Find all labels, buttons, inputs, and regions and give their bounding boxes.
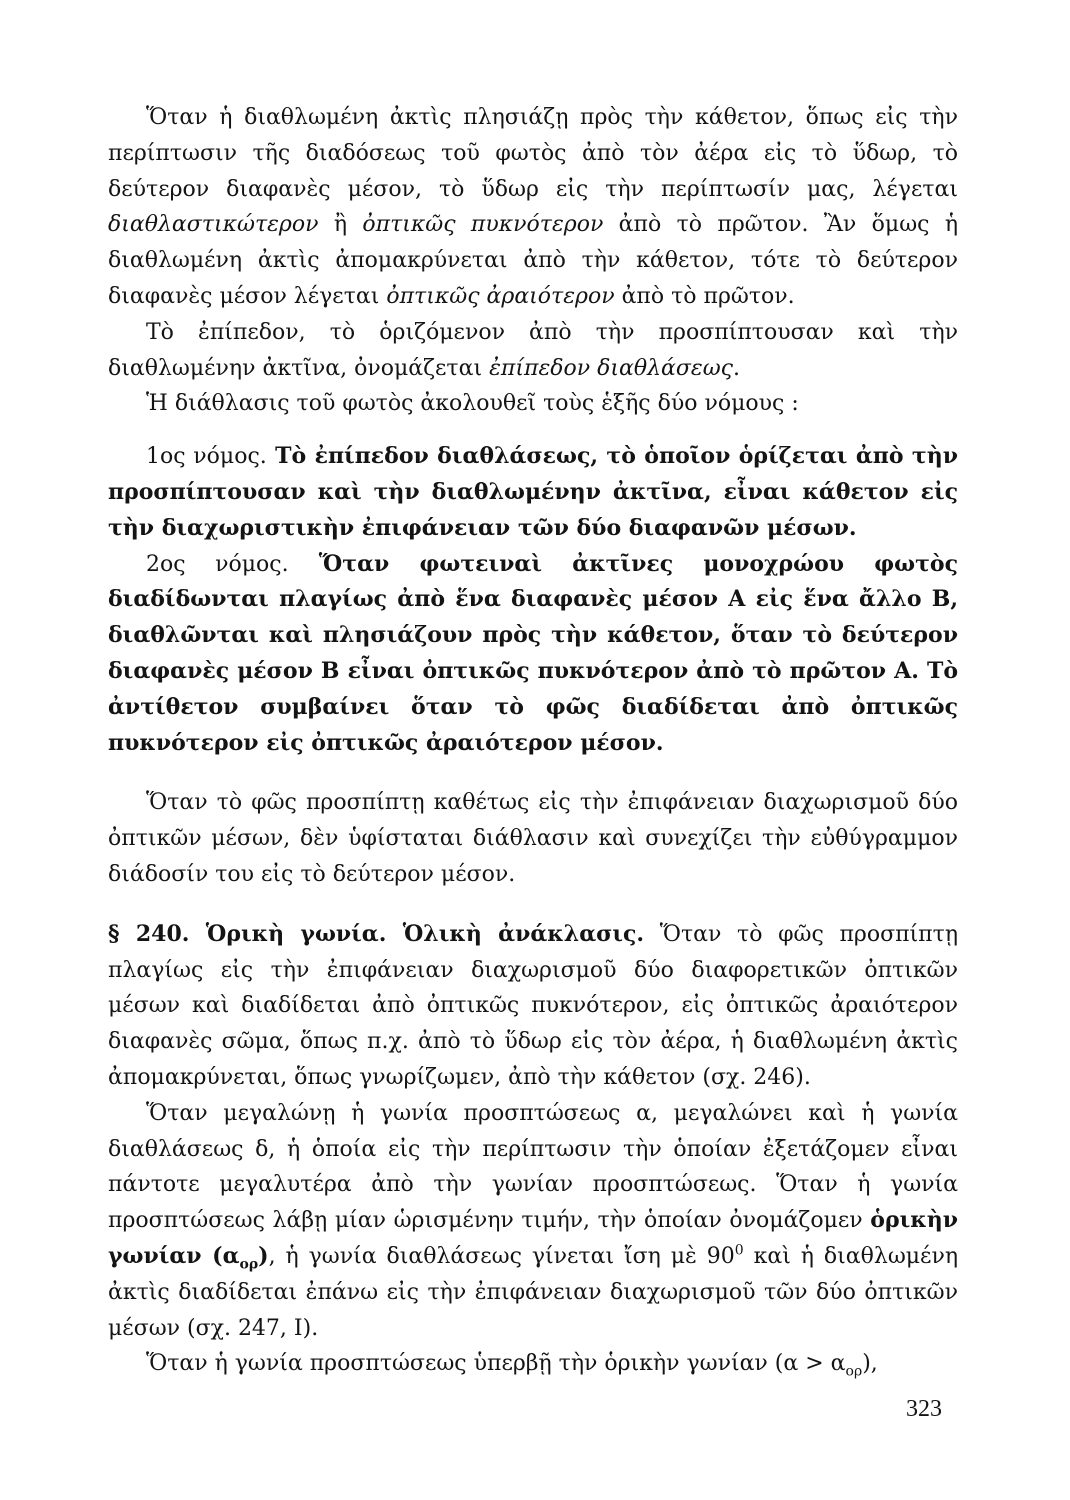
paragraph-critical-angle — [108, 1096, 958, 1347]
law-two-label: 2ος νόμος. — [146, 551, 289, 577]
law-one-label: 1ος νόμος. — [146, 444, 267, 470]
text-run: ὁρικὴν γωνίαν (α — [108, 1207, 958, 1269]
text-run: καὶ ἡ διαθλωμένη ἀκτὶς διαδίδεται ἐπάνω εἰς τὴν ἐπιφάνειαν διαχωρισμοῦ τῶν δύο ὀπτικῶν μέσων (σχ. 247, Ι). — [108, 1243, 959, 1341]
text-run: ἢ — [318, 212, 363, 238]
text-run: Ὅταν ἡ διαθλωμένη ἀκτὶς πλησιάζῃ πρὸς τὴν κάθετον, ὅπως εἰς τὴν περίπτωσιν τῆς διαδόσεως τοῦ φωτὸς ἀπὸ τὸν ἀέρα εἰς τὸ ὕδωρ, τὸ δεύτερον διαφανὲς μέσον, τὸ ὕδωρ εἰς τὴν περίπτωσίν μας, λέγεται — [108, 105, 958, 202]
law-one — [108, 439, 958, 546]
section-heading: § 240. Ὁρικὴ γωνία. Ὁλικὴ ἀνάκλασις. — [108, 920, 645, 947]
law-two — [108, 547, 958, 762]
text-run: ) — [258, 1242, 269, 1269]
law-two-text: Ὅταν φωτειναὶ ἀκτῖνες μονοχρώου φωτὸς διαδίδωνται πλαγίως ἀπὸ ἕνα διαφανὲς μέσον Α εἰς ἕνα ἄλλο Β, διαθλῶνται καὶ πλησιάζουν πρὸς τὴν κάθετον, ὅταν τὸ δεύτερον διαφανὲς μέσον Β εἶναι ὀπτικῶς πυκνότερον ἀπὸ τὸ πρῶτον Α. Τὸ ἀντίθετον συμβαίνει ὅταν τὸ φῶς διαδίδεται ἀπὸ ὀπτικῶς πυκνότερον εἰς ὀπτικῶς ἀραιότερον μέσον. — [108, 550, 958, 756]
subscript: ορ — [239, 1256, 259, 1273]
text-run: Τὸ ἐπίπεδον, τὸ ὁριζόμενον ἀπὸ τὴν προσπίπτουσαν καὶ τὴν διαθλωμένην ἀκτῖνα, ὀνομάζεται — [108, 319, 958, 381]
greater-than-symbol: > — [805, 1351, 824, 1377]
text-run: ἀπὸ τὸ πρῶτον. — [614, 283, 795, 309]
paragraph-normal-incidence: Ὅταν τὸ φῶς προσπίπτῃ καθέτως εἰς τὴν ἐπιφάνειαν διαχωρισμοῦ δύο ὀπτικῶν μέσων, δὲν ὑφίσταται διάθλασιν καὶ συνεχίζει τὴν εὐθύγραμμον διάδοσίν του εἰς τὸ δεύτερον μέσον. — [108, 790, 958, 887]
law-one-text: Τὸ ἐπίπεδον διαθλάσεως, τὸ ὁποῖον ὁρίζεται ἀπὸ τὴν προσπίπτουσαν καὶ τὴν διαθλωμένην ἀκτῖνα, εἶναι κάθετον εἰς τὴν διαχωριστικὴν ἐπιφάνειαν τῶν δύο διαφανῶν μέσων. — [108, 443, 958, 541]
paragraph-exceeds-critical — [108, 1346, 958, 1382]
paragraph-refractive-media — [108, 100, 958, 315]
page-body — [108, 100, 958, 1382]
section-240 — [108, 917, 958, 1096]
text-run: . — [732, 355, 740, 381]
page-number: 323 — [906, 1396, 942, 1422]
italic-term: ἐπίπεδον διαθλάσεως — [489, 355, 733, 381]
text-run: ἀπὸ τὸ πρῶτον. Ἂν ὅμως ἡ διαθλωμένη ἀκτὶς ἀπομακρύνεται ἀπὸ τὴν κάθετον, τότε τὸ δεύτερον διαφανὲς μέσον λέγεται — [108, 212, 958, 309]
subscript: ορ — [845, 1363, 863, 1380]
text-run: Ὅταν μεγαλώνῃ ἡ γωνία προσπτώσεως α, μεγαλώνει καὶ ἡ γωνία διαθλάσεως δ, ἡ ὁποία εἰς τὴν περίπτωσιν τὴν ὁποίαν ἐξετάζομεν εἶναι πάντοτε μεγαλυτέρα ἀπὸ τὴν γωνίαν προσπτώσεως. Ὅταν ἡ γωνία προσπτώσεως λάβῃ μίαν ὡρισμένην τιμήν, τὴν ὁποίαν ὀνομάζομεν — [108, 1100, 958, 1234]
text-run: Ὅταν τὸ φῶς προσπίπτῃ πλαγίως εἰς τὴν ἐπιφάνειαν διαχωρισμοῦ δύο διαφορετικῶν ὀπτικῶν μέσων καὶ διαδίδεται ἀπὸ ὀπτικῶς πυκνότερον, εἰς ὀπτικῶς ἀραιότερον διαφανὲς σῶμα, ὅπως π.χ. ἀπὸ τὸ ὕδωρ εἰς τὸν ἀέρα, ἡ διαθλωμένη ἀκτὶς ἀπομακρύνεται, ὅπως γνωρίζωμεν, ἀπὸ τὴν κάθετον (σχ. 246). — [108, 921, 958, 1090]
text-run: Ὅταν ἡ γωνία προσπτώσεως ὑπερβῇ τὴν ὁρικὴν γωνίαν (α — [146, 1351, 806, 1377]
paragraph-laws-intro: Ἡ διάθλασις τοῦ φωτὸς ἀκολουθεῖ τοὺς ἑξῆς δύο νόμους : — [146, 391, 799, 417]
italic-term: διαθλαστικώτερον — [108, 212, 319, 238]
text-run: , ἡ γωνία διαθλάσεως γίνεται ἴση μὲ 90 — [268, 1243, 735, 1269]
superscript: 0 — [734, 1242, 744, 1259]
text-run: ), — [862, 1351, 878, 1377]
italic-term: ὀπτικῶς πυκνότερον — [362, 212, 604, 238]
italic-term: ὀπτικῶς ἀραιότερον — [386, 283, 615, 309]
text-run: α — [823, 1351, 846, 1377]
paragraph-plane-of-refraction — [108, 315, 958, 387]
